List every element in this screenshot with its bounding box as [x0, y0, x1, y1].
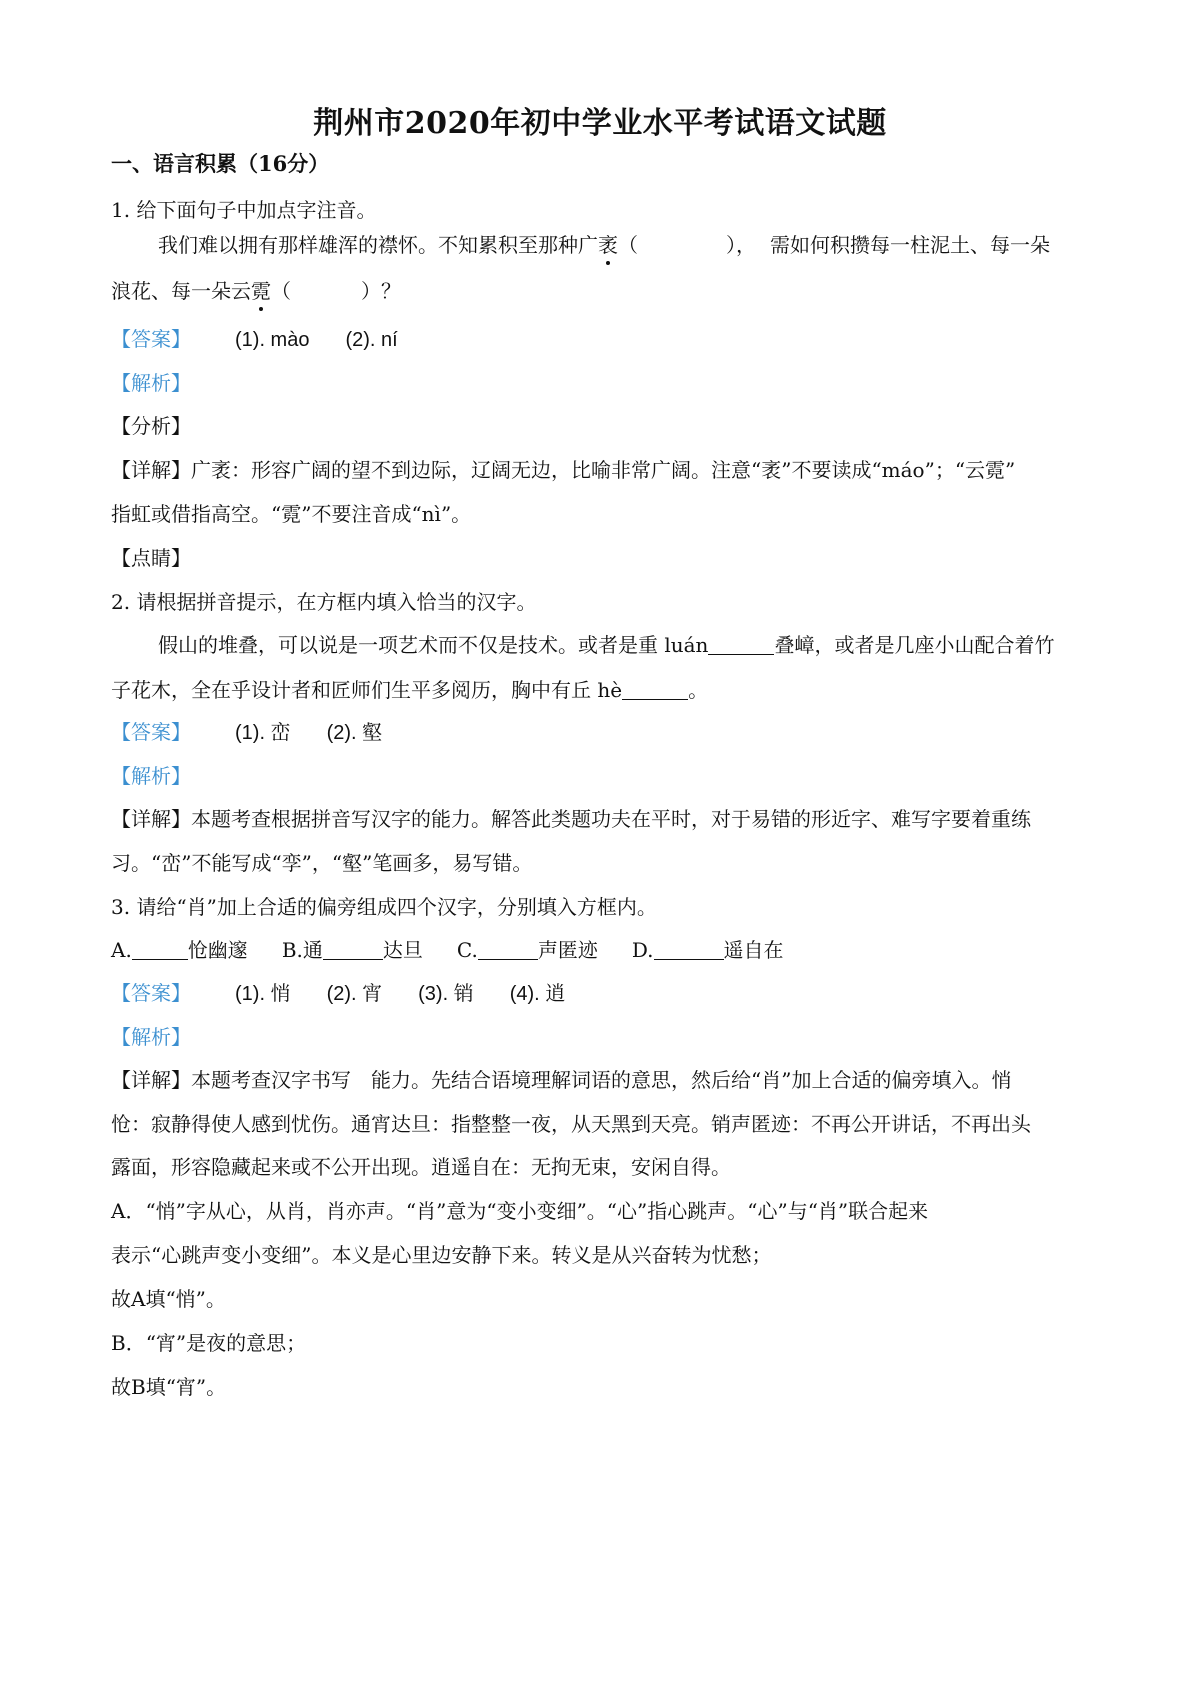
- q3-explain-b-line2: 故B填“宵”。: [111, 1375, 227, 1399]
- q3-explain-a-line2: 表示“心跳声变小变细”。本义是心里边安静下来。转义是从兴奋转为忧愁；: [111, 1243, 772, 1267]
- answer-label: 【答案】: [111, 720, 191, 744]
- q2-text-b: 叠嶂，或者是几座小山配合着竹: [774, 633, 1055, 657]
- q3-explain-a-line3: 故A填“悄”。: [111, 1287, 226, 1311]
- q3-answer-3: (3). 销: [418, 983, 474, 1005]
- q3-answer-1: (1). 悄: [235, 983, 291, 1005]
- q2-answer-2: (2). 壑: [326, 722, 383, 744]
- q3-blank-a[interactable]: [132, 939, 188, 960]
- fenxi-label: 【分析】: [111, 414, 191, 438]
- q3-option-c: C. 声匿迹: [456, 938, 598, 962]
- q3-options: [111, 938, 818, 962]
- q2-text-c: 子花木，全在乎设计者和匠师们生平多阅历，胸中有丘 hè: [111, 678, 623, 702]
- q3-option-d: D. 遥自在: [631, 938, 784, 962]
- q3-answer-2: (2). 宵: [326, 983, 383, 1005]
- q1-detail-text-1: 广袤：形容广阔的望不到边际，辽阔无边，比喻非常广阔。注意“袤”不要读成“máo”；“云霓”: [191, 458, 1016, 482]
- analysis-label: 【解析】: [111, 1025, 191, 1049]
- q2-detail-line2: 习。“峦”不能写成“孪”，“壑”笔画多，易写错。: [111, 851, 533, 875]
- q3-option-a: A. 怆幽邃: [111, 938, 248, 962]
- detail-label: 【详解】: [111, 807, 191, 831]
- q1-paren-close-2: ）？: [361, 279, 401, 303]
- q2-answer-1: (1). 峦: [235, 722, 291, 744]
- q1-passage-line2: [111, 279, 401, 303]
- q3-blank-c[interactable]: [478, 939, 538, 960]
- answer-label: 【答案】: [111, 327, 191, 351]
- q1-paren-open: （: [618, 233, 638, 257]
- answer-label: 【答案】: [111, 981, 191, 1005]
- q1-text-d: 需如何积攒每一柱泥土、每一朵: [770, 233, 1050, 257]
- detail-label: 【详解】: [111, 458, 191, 482]
- q1-paren-open-2: （: [271, 279, 291, 303]
- q3-stem: 3. 请给“肖”加上合适的偏旁组成四个汉字，分别填入方框内。: [111, 895, 657, 919]
- q1-text-e: 浪花、每一朵云: [111, 279, 251, 303]
- q1-detail-line1: [111, 458, 1015, 482]
- q3-option-b: B.通 达旦: [281, 938, 423, 962]
- dianjing-label: 【点睛】: [111, 546, 191, 570]
- q2-detail-text-1: 本题考查根据拼音写汉字的能力。解答此类题功夫在平时，对于易错的形近字、难写字要着重练: [191, 807, 1031, 831]
- q1-detail-line2: 指虹或借指高空。“霓”不要注音成“nì”。: [111, 502, 472, 526]
- q3-answer-4: (4). 逍: [509, 983, 566, 1005]
- q2-answer-row: [111, 720, 382, 745]
- q1-answer-2: (2). ní: [345, 329, 398, 351]
- q3-blank-d[interactable]: [654, 939, 724, 960]
- q3-blank-b[interactable]: [323, 939, 383, 960]
- q2-passage-line1: [158, 633, 1054, 657]
- q2-blank-1[interactable]: [708, 634, 774, 655]
- q2-stem: 2. 请根据拼音提示，在方框内填入恰当的汉字。: [111, 590, 537, 614]
- q1-paren-close: ），: [726, 233, 756, 257]
- q3-detail-line2: 怆：寂静得使人感到忧伤。通宵达旦：指整整一夜，从天黑到天亮。销声匿迹：不再公开讲话，不再出头: [111, 1112, 1031, 1136]
- detail-label: 【详解】: [111, 1068, 191, 1092]
- q1-passage-line1: [158, 233, 1050, 257]
- q2-text-a: 假山的堆叠，可以说是一项艺术而不仅是技术。或者是重 luán: [158, 633, 709, 657]
- analysis-label: 【解析】: [111, 371, 191, 395]
- analysis-label: 【解析】: [111, 764, 191, 788]
- q3-detail-text-1: 本题考查汉字书写 能力。先结合语境理解词语的意思，然后给“肖”加上合适的偏旁填入。悄: [191, 1068, 1012, 1092]
- q3-explain-b-line1: B．“宵”是夜的意思；: [111, 1331, 307, 1355]
- q2-detail-line1: [111, 807, 1031, 831]
- q1-answer-row: [111, 327, 398, 352]
- q3-detail-line1: [111, 1068, 1011, 1092]
- q1-stem: 1. 给下面句子中加点字注音。: [111, 198, 377, 222]
- q2-text-d: 。: [688, 678, 709, 702]
- page-title: 荆州市2020年初中学业水平考试语文试题: [313, 106, 887, 141]
- q1-dotted-char-1: 袤: [598, 233, 618, 257]
- q1-dotted-char-2: 霓: [251, 279, 271, 303]
- q1-text-a: 我们难以拥有那样雄浑的襟怀。不知累积至那种广: [158, 233, 598, 257]
- q3-explain-a-line1: A．“悄”字从心，从肖，肖亦声。“肖”意为“变小变细”。“心”指心跳声。“心”与“肖”联合起来: [111, 1199, 929, 1223]
- section-heading: 一、语言积累（16分）: [111, 151, 330, 176]
- q3-detail-line3: 露面，形容隐藏起来或不公开出现。逍遥自在：无拘无束，安闲自得。: [111, 1155, 731, 1179]
- q2-passage-line2: [111, 678, 708, 702]
- q3-answer-row: [111, 981, 565, 1006]
- q2-blank-2[interactable]: [622, 679, 688, 700]
- q1-answer-1: (1). mào: [235, 329, 310, 351]
